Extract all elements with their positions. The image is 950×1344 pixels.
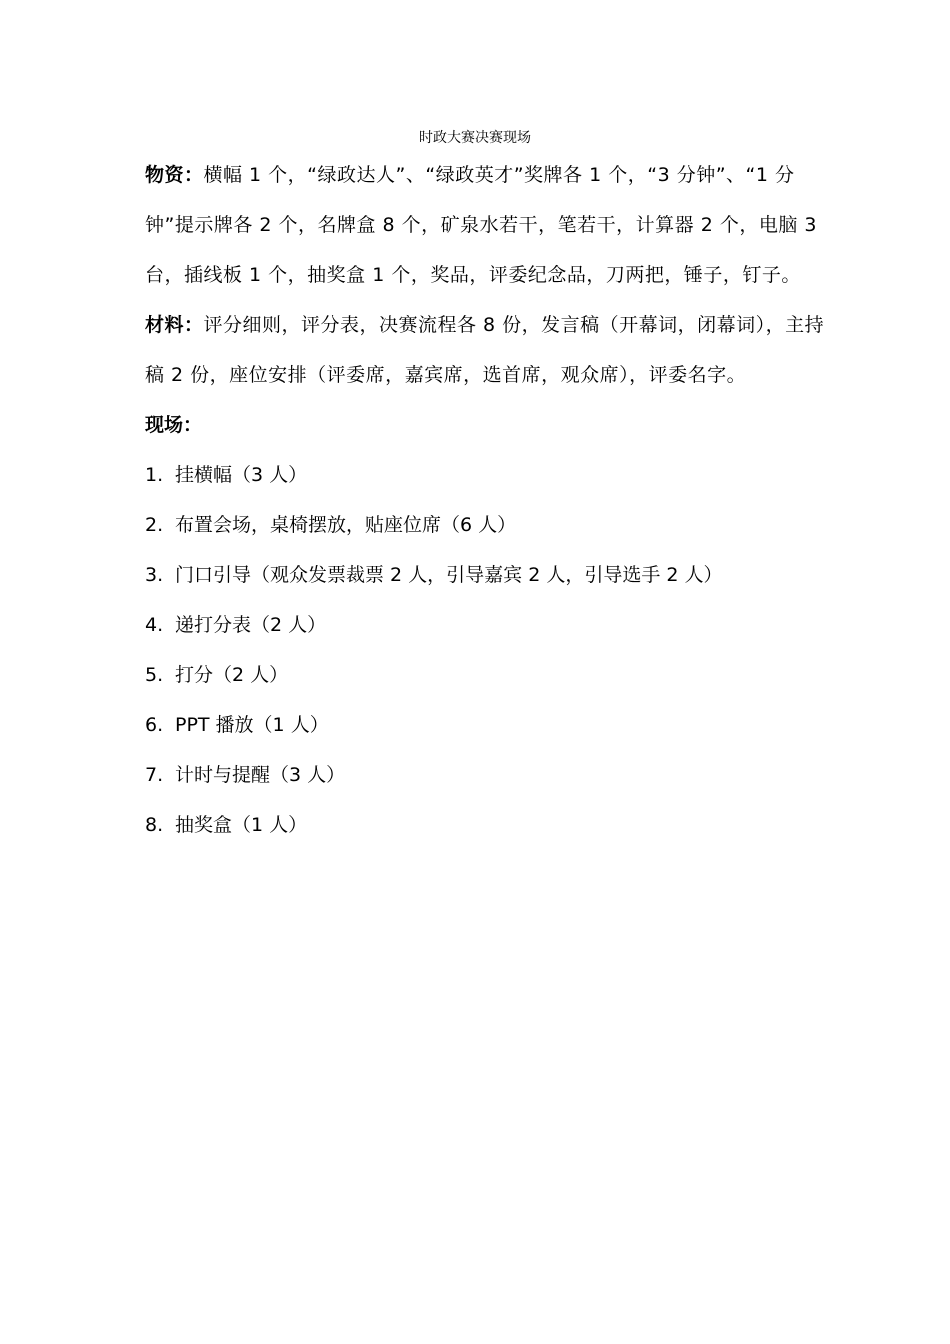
document-body: [145, 150, 825, 850]
materials-paragraph: [145, 300, 825, 400]
list-item-text: 挂横幅（3 人）: [175, 464, 308, 486]
list-item: [145, 500, 825, 550]
list-item-text: 抽奖盒（1 人）: [175, 814, 308, 836]
list-item: [145, 700, 825, 750]
list-item-number: 4.: [145, 614, 164, 636]
list-item-number: 7.: [145, 764, 164, 786]
list-item-text: 计时与提醒（3 人）: [175, 764, 346, 786]
list-item-number: 6.: [145, 714, 164, 736]
list-item: [145, 800, 825, 850]
list-item: [145, 600, 825, 650]
document-title: 时政大赛决赛现场: [419, 130, 531, 146]
list-item-number: 3.: [145, 564, 164, 586]
list-item-text: 打分（2 人）: [175, 664, 289, 686]
supplies-paragraph: [145, 150, 825, 300]
list-item-number: 1.: [145, 464, 164, 486]
list-item: [145, 750, 825, 800]
list-item: [145, 650, 825, 700]
materials-text: 评分细则，评分表，决赛流程各 8 份，发言稿（开幕词，闭幕词），主持稿 2 份，座位安排（评委席，嘉宾席，选首席，观众席），评委名字。: [145, 314, 825, 386]
list-item-text: PPT 播放（1 人）: [175, 714, 329, 736]
list-item-text: 门口引导（观众发票裁票 2 人，引导嘉宾 2 人，引导选手 2 人）: [175, 564, 723, 586]
supplies-text: 横幅 1 个，“绿政达人”、“绿政英才”奖牌各 1 个，“3 分钟”、“1 分钟”提示牌各 2 个，名牌盒 8 个，矿泉水若干，笔若干，计算器 2 个，电脑 3 台，插线板 1 个，抽奖盒 1 个，奖品，评委纪念品，刀两把，锤子，钉子。: [145, 164, 817, 286]
onsite-task-list: [145, 450, 825, 850]
list-item: [145, 450, 825, 500]
list-item-text: 布置会场，桌椅摆放，贴座位席（6 人）: [175, 514, 517, 536]
materials-label: 材料：: [145, 314, 204, 336]
onsite-label: 现场：: [145, 414, 203, 436]
supplies-label: 物资：: [145, 164, 204, 186]
list-item: [145, 550, 825, 600]
list-item-number: 8.: [145, 814, 164, 836]
list-item-number: 2.: [145, 514, 164, 536]
list-item-text: 递打分表（2 人）: [175, 614, 327, 636]
list-item-number: 5.: [145, 664, 164, 686]
